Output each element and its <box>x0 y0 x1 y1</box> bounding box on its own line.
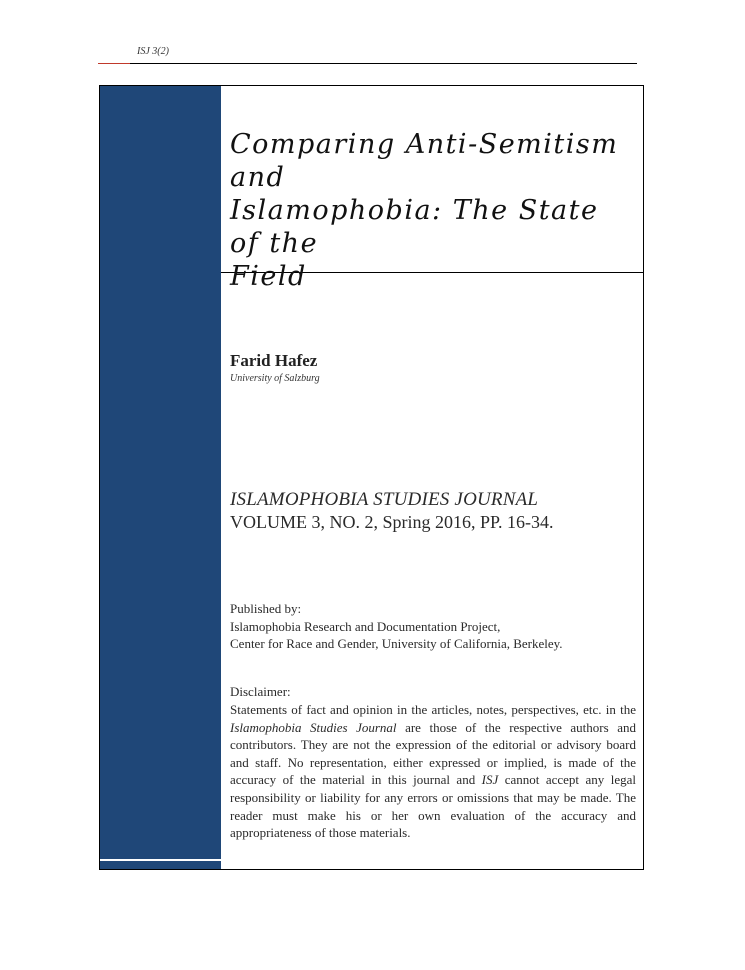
title-line: Islamophobia: The State of the <box>230 195 599 259</box>
cover-sidebar <box>100 86 221 869</box>
sidebar-line <box>100 859 221 861</box>
published-label: Published by: <box>230 601 302 616</box>
author-affiliation: University of Salzburg <box>230 373 320 384</box>
publisher-block <box>230 600 640 653</box>
title-line: Field <box>230 261 307 292</box>
disclaimer-part: cannot accept any legal responsibility or liability for any errors or omissions that may be made. The reader must make his or her own evaluation of the accuracy and appropriateness of those materials. <box>230 772 636 841</box>
publisher-line: Center for Race and Gender, University of California, Berkeley. <box>230 636 563 651</box>
disclaimer-part: are those of the respective authors and contributors. They are not the expression of the editorial or advisory board and staff. No representation, either expressed or implied, is made of the accuracy of the material in this journal and <box>230 719 636 788</box>
article-title <box>230 128 630 293</box>
header-rule-accent <box>98 63 130 64</box>
publisher-line: Islamophobia Research and Documentation Project, <box>230 618 501 634</box>
isj-reference: ISJ <box>481 772 499 788</box>
disclaimer-text <box>230 701 636 842</box>
disclaimer-part: Statements of fact and opinion in the articles, notes, perspectives, etc. in the <box>230 702 636 717</box>
disclaimer-label: Disclaimer: <box>230 684 291 699</box>
running-header: ISJ 3(2) <box>137 46 169 57</box>
journal-name: ISLAMOPHOBIA STUDIES JOURNAL <box>230 489 539 510</box>
title-line: Comparing Anti-Semitism and <box>230 129 619 193</box>
header-rule <box>98 63 637 64</box>
journal-reference: Islamophobia Studies Journal <box>230 719 397 735</box>
author-name: Farid Hafez <box>230 351 318 370</box>
volume-line: VOLUME 3, NO. 2, Spring 2016, PP. 16-34. <box>230 512 554 532</box>
